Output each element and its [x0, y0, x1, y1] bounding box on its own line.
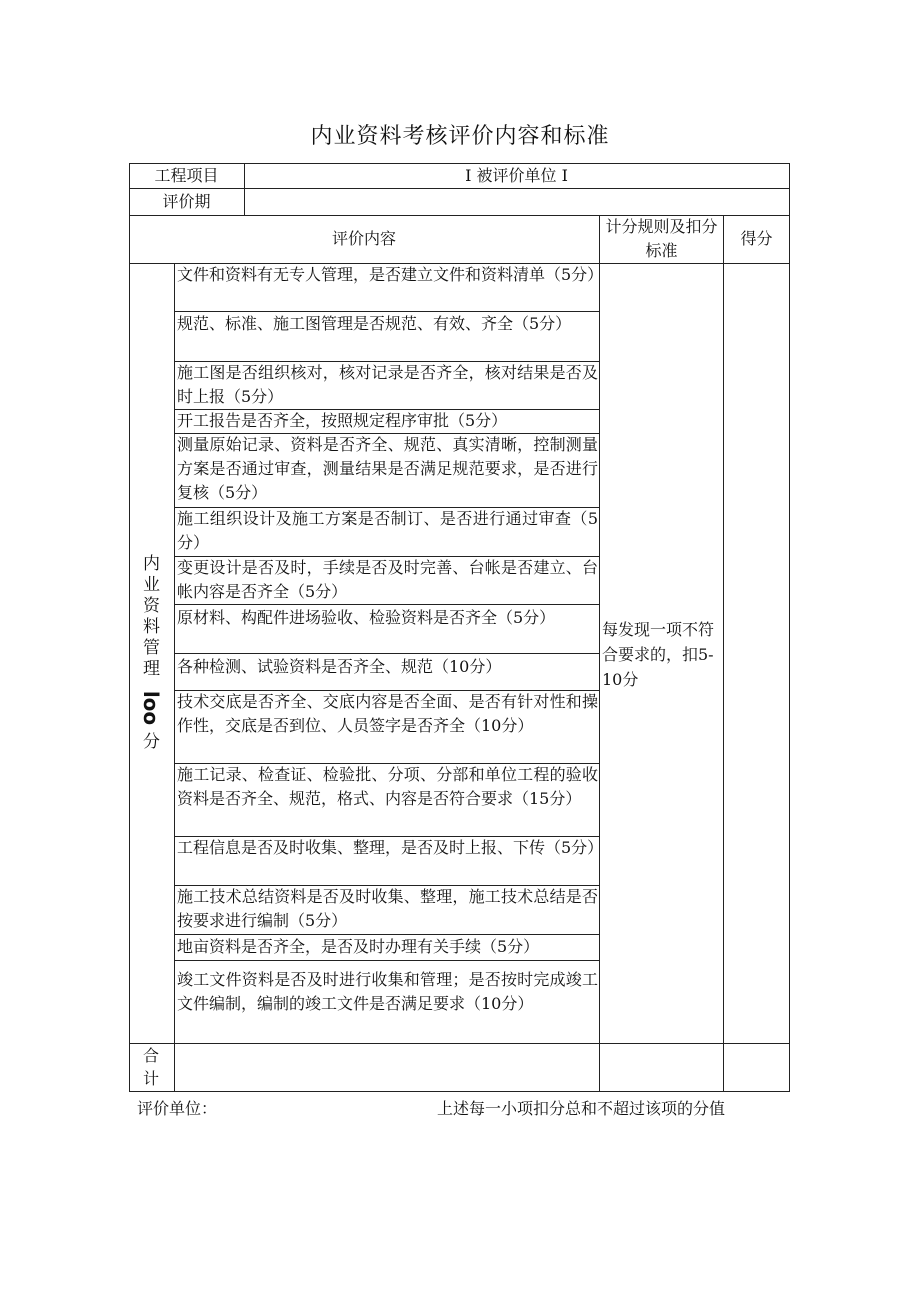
list-item: 各种检测、试验资料是否齐全、规范（10分）: [177, 657, 502, 676]
category-unit: 分: [143, 731, 160, 752]
evaluation-table: [129, 163, 790, 1092]
category-char: 管: [143, 637, 160, 658]
evaluated-unit-label: I 被评价单位 I: [465, 165, 568, 185]
list-item: 文件和资料有无专人管理，是否建立文件和资料清单（5分）: [177, 265, 604, 284]
project-label: 工程项目: [154, 165, 219, 185]
table-border-bottom: [129, 1091, 790, 1092]
category-char: 业: [143, 574, 160, 595]
list-item: 原材料、构配件进场验收、检验资料是否齐全（5分）: [177, 608, 556, 627]
list-item: 施工图是否组织核对，核对记录是否齐全，核对结果是否及时上报（5分）: [177, 363, 598, 406]
category-points: loo: [139, 690, 164, 725]
period-label: 评价期: [162, 191, 211, 211]
list-item: 技术交底是否齐全、交底内容是否全面、是否有针对性和操作性，交底是否到位、人员签字是否齐全（10分）: [177, 692, 598, 735]
score-header: 得分: [740, 229, 773, 248]
list-item: 开工报告是否齐全，按照规定程序审批（5分）: [177, 411, 508, 430]
category-char: 理: [143, 658, 160, 679]
footer-note: 上述每一小项扣分总和不超过该项的分值: [437, 1099, 726, 1118]
list-item: 施工组织设计及施工方案是否制订、是否进行通过审查（5分）: [177, 509, 598, 552]
rule-header: 计分规则及扣分标准: [605, 217, 718, 260]
list-item: 规范、标准、施工图管理是否规范、有效、齐全（5分）: [177, 314, 572, 333]
list-item: 测量原始记录、资料是否齐全、规范、真实清晰，控制测量方案是否通过审查，测量结果是否满足规范要求，是否进行复核（5分）: [177, 435, 598, 502]
category-char: 资: [143, 595, 160, 616]
list-item: 工程信息是否及时收集、整理，是否及时上报、下传（5分）: [177, 838, 604, 857]
item-divider: [174, 604, 600, 605]
content-header: 评价内容: [331, 229, 396, 248]
divider-row-total: [129, 1043, 790, 1044]
category-char: 料: [143, 616, 160, 637]
footer-evaluating-unit: 评价单位：: [137, 1099, 218, 1118]
scoring-rule: 每发现一项不符合要求的，扣5-10分: [602, 620, 715, 689]
category-char: 内: [143, 553, 160, 574]
item-divider: [174, 960, 600, 961]
list-item: 施工技术总结资料是否及时收集、整理，施工技术总结是否按要求进行编制（5分）: [177, 887, 598, 930]
list-item: 地亩资料是否齐全，是否及时办理有关手续（5分）: [177, 937, 540, 956]
total-label: 合计: [143, 1046, 160, 1088]
list-item: 施工记录、检查证、检验批、分项、分部和单位工程的验收资料是否齐全、规范，格式、内容是否符合要求（15分）: [177, 765, 598, 808]
list-item: 竣工文件资料是否及时进行收集和管理；是否按时完成竣工文件编制，编制的竣工文件是否满足要求（10分）: [177, 970, 598, 1013]
page-title: 内业资料考核评价内容和标准: [310, 124, 610, 149]
item-divider: [174, 653, 600, 654]
table-border-right: [789, 163, 790, 1092]
list-item: 变更设计是否及时，手续是否及时完善、台帐是否建立、台帐内容是否齐全（5分）: [177, 558, 598, 601]
